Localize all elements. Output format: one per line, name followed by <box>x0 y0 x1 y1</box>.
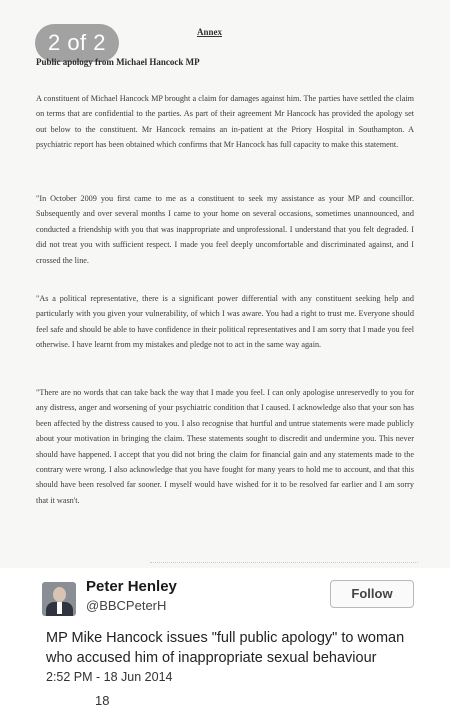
tweet-handle[interactable]: @BBCPeterH <box>86 598 167 613</box>
paragraph-apology-1: "In October 2009 you first came to me as a constituent to seek my assistance as your MP and councillor. Subsequently and over several months I came to your home on several occasions, sometimes unannounced, and conducted a friendship with you that was inappropriate and unprofessional. I understand that you felt degraded. I did not treat you with sufficient respect. I made you feel deeply uncomfortable and discriminated against, and I crossed the line. <box>36 194 414 265</box>
follow-button[interactable]: Follow <box>330 580 414 608</box>
page-count-badge: 2 of 2 <box>35 24 119 62</box>
paragraph-apology-3: "There are no words that can take back the way that I made you feel. I can only apologise unreservedly to you for any distress, anger and worsening of your psychiatric condition that I caused. I acknowledge also that your son has been affected by the distress caused to you. I also recognise that hurtful and untrue statements were made publicly about your motivation in bringing the claim. These statements sought to discredit and undermine you. This never should have happened. I accept that you did not bring the claim for financial gain and any statements made to the contrary were wrong. I also acknowledge that you have fought for many years to hold me to account, and that this should have been resolved far sooner. I myself would have wished for it to be resolved far earlier and I am sorry that it wasn't. <box>36 388 414 505</box>
tweet-text: MP Mike Hancock issues "full public apology" to woman who accused him of inappropriate sexual behaviour <box>46 630 405 666</box>
avatar-head-shape <box>53 587 66 602</box>
paragraph-apology-2: "As a political representative, there is a significant power differential with any constituent seeking help and particularly with you given your vulnerability, of which I was aware. You had a right to trust me. Everyone should feel safe and should be able to have confidence in their political representatives and I am sorry that I made you feel otherwise. I have learnt from my mistakes and pledge not to act in the same way again. <box>36 294 414 350</box>
page-number: 18 <box>95 693 110 708</box>
avatar[interactable] <box>42 582 76 616</box>
tweet-timestamp[interactable]: 2:52 PM - 18 Jun 2014 <box>46 670 173 684</box>
avatar-shirt-shape <box>57 602 62 614</box>
cut-off-text-line <box>150 562 418 566</box>
tweet-display-name[interactable]: Peter Henley <box>86 578 177 595</box>
document-heading: Public apology from Michael Hancock MP <box>36 57 200 67</box>
annex-label: Annex <box>197 27 223 37</box>
embedded-tweet <box>0 568 450 715</box>
paragraph-intro: A constituent of Michael Hancock MP brought a claim for damages against him. The parties have settled the claim on terms that are confidential to the parties. As part of their agreement Mr Hancock has provided the apology set out below to the constituent. Mr Hancock remains an in-patient at the Priory Hospital in Southampton. A psychiatric report has been obtained which confirms that Mr Hancock has full capacity to make this statement. <box>36 94 414 150</box>
